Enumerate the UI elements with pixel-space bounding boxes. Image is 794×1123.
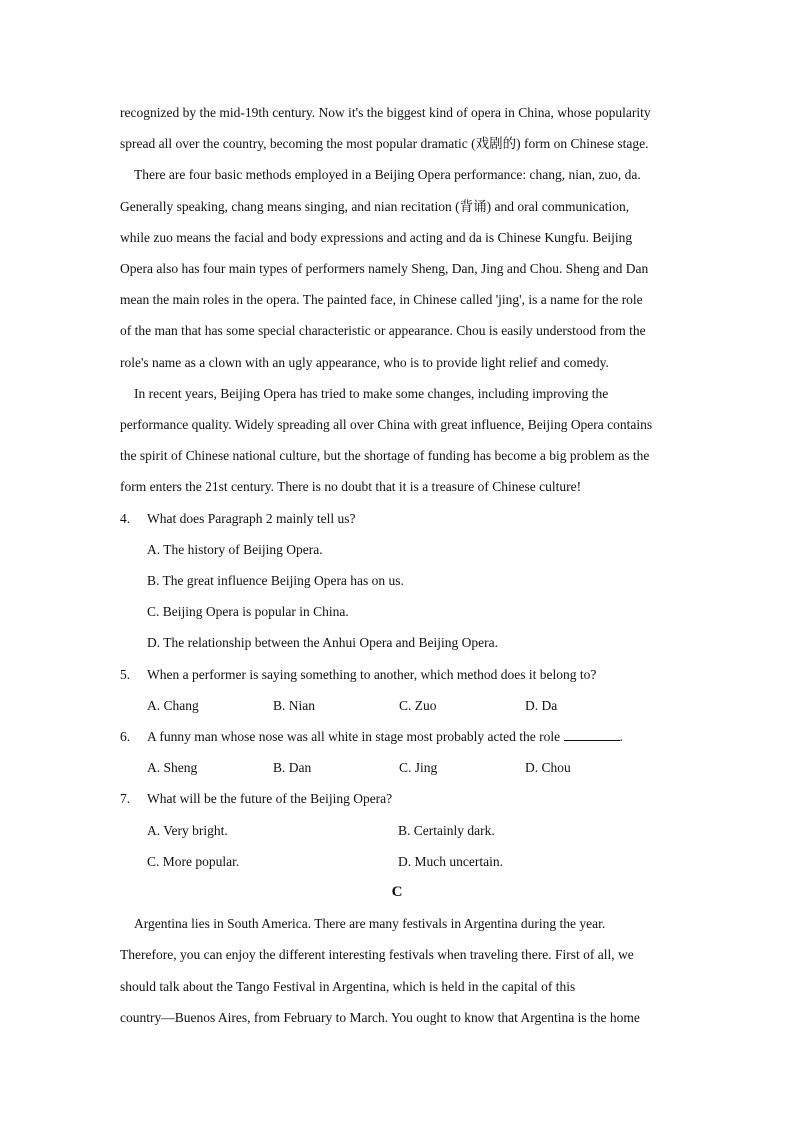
- option-b[interactable]: B. Dan: [273, 760, 312, 776]
- passage-b-paragraph-2: [120, 159, 674, 377]
- text-line: should talk about the Tango Festival in Argentina, which is held in the capital of this: [120, 978, 576, 994]
- options-row: [120, 690, 674, 721]
- option-a[interactable]: A. Very bright.: [147, 822, 228, 838]
- option-d[interactable]: D. Da: [525, 697, 558, 713]
- text-line: the spirit of Chinese national culture, but the shortage of funding has become a big problem as the: [120, 448, 650, 464]
- document-page: [120, 97, 674, 1033]
- text-line: of the man that has some special characteristic or appearance. Chou is easily understood from the: [120, 323, 646, 339]
- question-number: 6.: [120, 729, 131, 745]
- text-line: Therefore, you can enjoy the different interesting festivals when traveling there. First of all, we: [120, 947, 634, 963]
- text-line: There are four basic methods employed in a Beijing Opera performance: chang, nian, zuo, da.: [134, 167, 641, 183]
- question-stem: What does Paragraph 2 mainly tell us?: [147, 510, 356, 526]
- question-stem: What will be the future of the Beijing Opera?: [147, 791, 393, 807]
- question-number: 7.: [120, 791, 131, 807]
- text-line: role's name as a clown with an ugly appearance, who is to provide light relief and comedy.: [120, 354, 609, 370]
- text-line: Opera also has four main types of performers namely Sheng, Dan, Jing and Chou. Sheng and Dan: [120, 261, 649, 277]
- text-line: mean the main roles in the opera. The painted face, in Chinese called 'jing', is a name for the role: [120, 292, 643, 308]
- question-number: 4.: [120, 510, 131, 526]
- options-row: [120, 815, 674, 846]
- question-stem-text: A funny man whose nose was all white in stage most probably acted the role: [147, 729, 561, 745]
- options-row: [120, 846, 674, 877]
- text-line: while zuo means the facial and body expressions and acting and da is Chinese Kungfu. Beijing: [120, 229, 633, 245]
- option-c[interactable]: C. Jing: [399, 760, 438, 776]
- question-number: 5.: [120, 666, 131, 682]
- option-d[interactable]: D. Much uncertain.: [398, 853, 503, 869]
- section-heading: C: [391, 884, 403, 901]
- option-c[interactable]: C. Beijing Opera is popular in China.: [147, 604, 349, 620]
- answer-blank[interactable]: [564, 728, 620, 741]
- option-a[interactable]: A. Sheng: [147, 760, 198, 776]
- passage-c-paragraph-1: [120, 908, 674, 1033]
- text-line: performance quality. Widely spreading all over China with great influence, Beijing Opera contains: [120, 417, 653, 433]
- text-line: Generally speaking, chang means singing, and nian recitation (背诵) and oral communication,: [120, 198, 630, 214]
- option-b[interactable]: B. The great influence Beijing Opera has on us.: [147, 573, 404, 589]
- question-stem: [147, 721, 674, 752]
- passage-b-paragraph-1: [120, 97, 674, 159]
- question-6: [120, 721, 674, 783]
- question-5: [120, 659, 674, 721]
- option-a[interactable]: A. Chang: [147, 697, 199, 713]
- option-d[interactable]: D. The relationship between the Anhui Opera and Beijing Opera.: [147, 635, 499, 651]
- question-4: [120, 503, 674, 659]
- text-line: country—Buenos Aires, from February to March. You ought to know that Argentina is the home: [120, 1009, 640, 1025]
- option-c[interactable]: C. More popular.: [147, 853, 240, 869]
- option-a[interactable]: A. The history of Beijing Opera.: [147, 541, 323, 557]
- text-line: spread all over the country, becoming the most popular dramatic (戏剧的) form on Chinese stage.: [120, 136, 649, 152]
- passage-b-paragraph-3: [120, 378, 674, 503]
- question-7: [120, 783, 674, 877]
- text-line: recognized by the mid-19th century. Now it's the biggest kind of opera in China, whose popularity: [120, 105, 651, 120]
- option-d[interactable]: D. Chou: [525, 760, 571, 776]
- text-line: form enters the 21st century. There is no doubt that it is a treasure of Chinese culture!: [120, 479, 582, 495]
- question-stem-end: .: [619, 729, 623, 745]
- text-line: In recent years, Beijing Opera has tried to make some changes, including improving the: [134, 385, 609, 401]
- question-stem: When a performer is saying something to another, which method does it belong to?: [147, 666, 597, 682]
- text-line: Argentina lies in South America. There are many festivals in Argentina during the year.: [134, 916, 606, 932]
- option-b[interactable]: B. Nian: [273, 697, 315, 713]
- option-c[interactable]: C. Zuo: [399, 697, 437, 713]
- options-row: [120, 752, 674, 783]
- option-b[interactable]: B. Certainly dark.: [398, 822, 495, 838]
